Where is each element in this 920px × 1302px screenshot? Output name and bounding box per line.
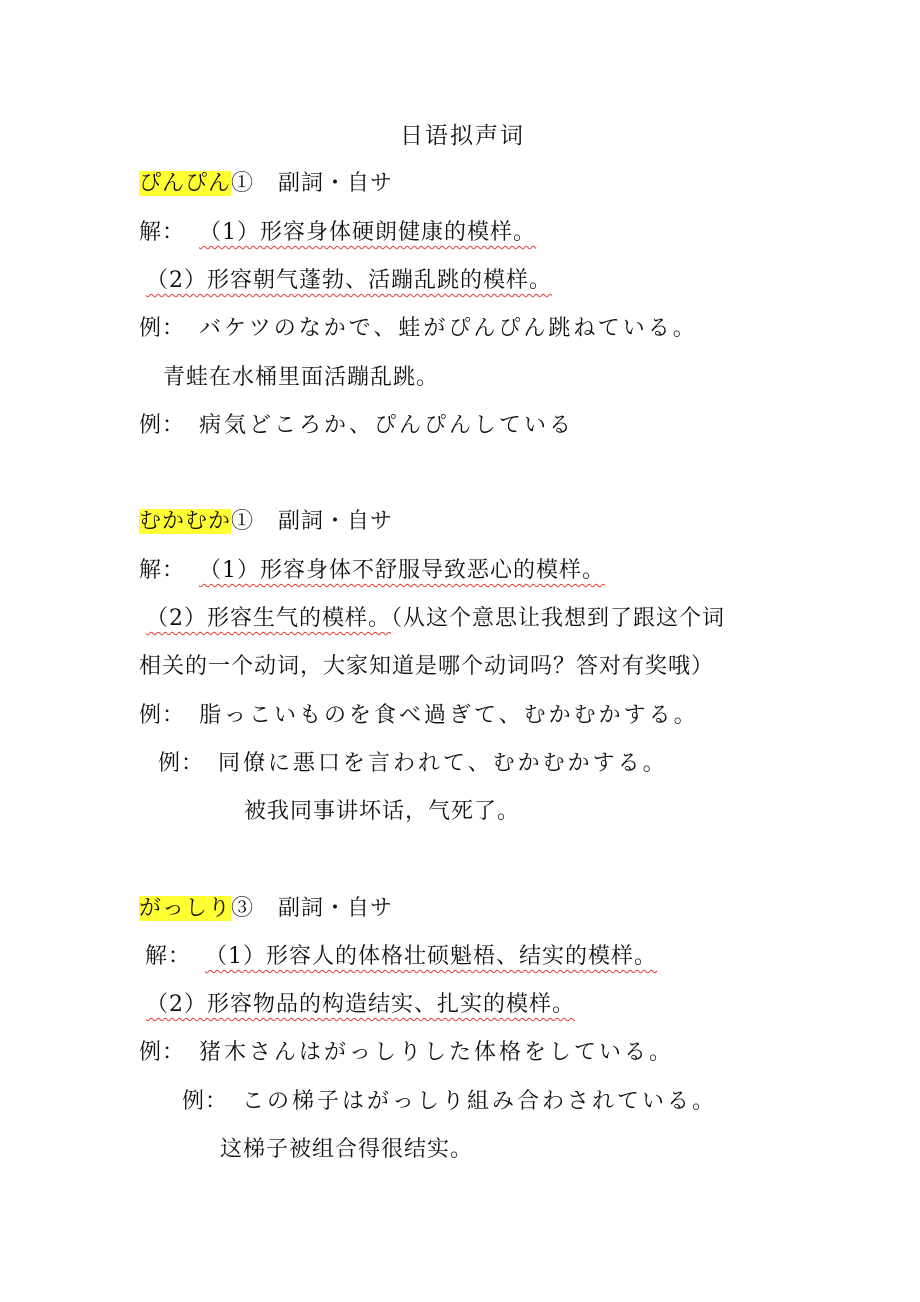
accent-mark: ① [231, 171, 255, 196]
headword-highlight: がっしり [139, 896, 232, 921]
definition-line [146, 266, 552, 296]
entry-heading [139, 507, 393, 537]
definition-line [146, 990, 575, 1020]
example-line [139, 701, 699, 731]
line-label: 例： [139, 1040, 186, 1065]
line-label: 解： [139, 558, 186, 583]
translation-text: 青蛙在水桶里面活蹦乱跳。 [163, 365, 440, 390]
page-title: 日语拟声词 [400, 123, 525, 149]
definition-line [145, 942, 657, 972]
example-text: 脂っこいものを食べ過ぎて、むかむかする。 [199, 703, 699, 728]
line-label: 解： [139, 220, 186, 245]
part-of-speech: 副詞・自サ [278, 896, 394, 921]
headword-highlight: むかむか [139, 509, 232, 534]
example-text: この梯子はがっしり組み合わされている。 [242, 1089, 718, 1114]
line-label: 例： [182, 1089, 229, 1114]
line-label: 例： [158, 751, 205, 776]
definition-line [139, 556, 605, 586]
definition-line [146, 604, 725, 634]
entry-heading [139, 169, 393, 199]
definition-text: （1）形容身体硬朗健康的模样。 [199, 220, 537, 245]
line-label: 例： [139, 703, 186, 728]
example-line [158, 749, 668, 779]
translation-line [244, 797, 520, 827]
translation-line [163, 363, 439, 393]
headword-highlight: ぴんぴん [139, 171, 232, 196]
example-text: 病気どころか、ぴんぴんしている [199, 413, 575, 438]
example-text: バケツのなかで、蛙がぴんぴん跳ねている。 [199, 316, 698, 341]
line-label: 解： [145, 944, 192, 969]
definition-text: （2）形容朝气蓬勃、活蹦乱跳的模样。 [146, 268, 552, 293]
example-line [182, 1087, 717, 1117]
example-line [139, 314, 698, 344]
example-line [139, 1038, 674, 1068]
part-of-speech: 副詞・自サ [278, 509, 394, 534]
definition-text: （1）形容身体不舒服导致恶心的模样。 [199, 558, 606, 583]
accent-mark: ③ [231, 896, 255, 921]
definition-text: （2）形容物品的构造结实、扎实的模样。 [146, 992, 575, 1017]
definition-comment: 相关的一个动词，大家知道是哪个动词吗？答对有奖哦） [139, 654, 715, 679]
definition-line [139, 218, 536, 248]
definition-text: （2）形容生气的模样。 [146, 606, 391, 631]
line-label: 例： [139, 413, 186, 438]
accent-mark: ① [231, 509, 255, 534]
definition-comment: （从这个意思让我想到了跟这个词 [391, 606, 726, 631]
example-line [139, 411, 574, 441]
translation-text: 被我同事讲坏话，气死了。 [244, 799, 521, 824]
definition-line [139, 652, 714, 682]
example-text: 同僚に悪口を言われて、むかむかする。 [218, 751, 668, 776]
example-text: 猪木さんはがっしりした体格をしている。 [199, 1040, 675, 1065]
line-label: 例： [139, 316, 186, 341]
translation-text: 这梯子被组合得很结实。 [220, 1137, 474, 1162]
translation-line [220, 1135, 473, 1165]
definition-text: （1）形容人的体格壮硕魁梧、结实的模样。 [205, 944, 658, 969]
part-of-speech: 副詞・自サ [278, 171, 394, 196]
entry-heading [139, 894, 393, 924]
